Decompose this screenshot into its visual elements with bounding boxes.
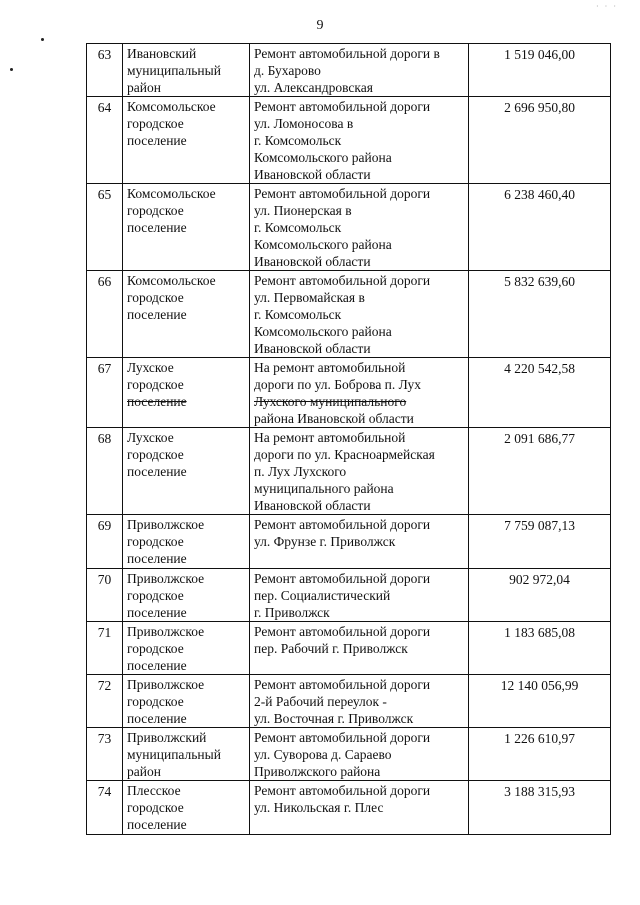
recipient-cell: Приволжское городское поселение	[123, 569, 250, 622]
table-row	[87, 728, 611, 781]
row-number: 66	[87, 271, 123, 358]
purpose-cell: Ремонт автомобильной дороги ул. Суворова д. Сараево Приволжского района	[250, 728, 469, 781]
table-row	[87, 675, 611, 728]
table-body	[87, 44, 611, 835]
purpose-cell: Ремонт автомобильной дороги пер. Рабочий г. Приволжск	[250, 622, 469, 675]
table-row	[87, 358, 611, 428]
table-row	[87, 44, 611, 97]
table-row	[87, 569, 611, 622]
row-number: 69	[87, 515, 123, 569]
row-number: 72	[87, 675, 123, 728]
table-row	[87, 271, 611, 358]
amount-cell: 5 832 639,60	[469, 271, 611, 358]
purpose-cell: Ремонт автомобильной дороги ул. Первомайская в г. Комсомольск Комсомольского района Ивановской области	[250, 271, 469, 358]
table-row	[87, 622, 611, 675]
row-number: 64	[87, 97, 123, 184]
amount-cell: 902 972,04	[469, 569, 611, 622]
purpose-cell: Ремонт автомобильной дороги в д. Бухарово ул. Александровская	[250, 44, 469, 97]
recipient-cell: Лухское городское поселение	[123, 358, 250, 428]
purpose-cell: Ремонт автомобильной дороги ул. Ломоносова в г. Комсомольск Комсомольского района Ивановской области	[250, 97, 469, 184]
amount-cell: 1 183 685,08	[469, 622, 611, 675]
recipient-cell: Лухское городское поселение	[123, 428, 250, 515]
amount-cell: 1 519 046,00	[469, 44, 611, 97]
amount-cell: 2 696 950,80	[469, 97, 611, 184]
purpose-cell: Ремонт автомобильной дороги ул. Никольская г. Плес	[250, 781, 469, 835]
struck-text: Лухского муниципального	[254, 394, 407, 409]
table-row	[87, 515, 611, 569]
table-row	[87, 781, 611, 835]
struck-text: поселение	[127, 394, 187, 409]
scan-dot-mark	[41, 38, 44, 41]
row-number: 73	[87, 728, 123, 781]
amount-cell: 2 091 686,77	[469, 428, 611, 515]
scan-dot-mark	[10, 68, 13, 71]
row-number: 68	[87, 428, 123, 515]
purpose-cell: На ремонт автомобильной дороги по ул. Красноармейская п. Лух Лухского муниципального района Ивановской области	[250, 428, 469, 515]
amount-cell: 12 140 056,99	[469, 675, 611, 728]
scan-corner-marks: · · ·	[596, 2, 618, 11]
row-number: 67	[87, 358, 123, 428]
purpose-cell: Ремонт автомобильной дороги ул. Пионерская в г. Комсомольск Комсомольского района Ивановской области	[250, 184, 469, 271]
purpose-cell: Ремонт автомобильной дороги пер. Социалистический г. Приволжск	[250, 569, 469, 622]
row-number: 71	[87, 622, 123, 675]
table-row	[87, 184, 611, 271]
row-number: 65	[87, 184, 123, 271]
amount-cell: 3 188 315,93	[469, 781, 611, 835]
purpose-cell: Ремонт автомобильной дороги ул. Фрунзе г. Приволжск	[250, 515, 469, 569]
recipient-cell: Приволжское городское поселение	[123, 675, 250, 728]
recipient-cell: Приволжское городское поселение	[123, 515, 250, 569]
row-number: 74	[87, 781, 123, 835]
table-row	[87, 428, 611, 515]
row-number: 63	[87, 44, 123, 97]
funding-table	[86, 43, 611, 835]
recipient-cell: Ивановский муниципальный район	[123, 44, 250, 97]
recipient-cell: Приволжское городское поселение	[123, 622, 250, 675]
recipient-cell: Приволжский муниципальный район	[123, 728, 250, 781]
purpose-cell: Ремонт автомобильной дороги 2-й Рабочий переулок - ул. Восточная г. Приволжск	[250, 675, 469, 728]
page-number: 9	[316, 18, 324, 33]
amount-cell: 6 238 460,40	[469, 184, 611, 271]
recipient-cell: Комсомольское городское поселение	[123, 184, 250, 271]
purpose-cell: На ремонт автомобильной дороги по ул. Боброва п. Лух Лухского муниципального района Ивановской области	[250, 358, 469, 428]
amount-cell: 4 220 542,58	[469, 358, 611, 428]
recipient-cell: Комсомольское городское поселение	[123, 97, 250, 184]
recipient-cell: Плесское городское поселение	[123, 781, 250, 835]
table-row	[87, 97, 611, 184]
recipient-cell: Комсомольское городское поселение	[123, 271, 250, 358]
row-number: 70	[87, 569, 123, 622]
amount-cell: 7 759 087,13	[469, 515, 611, 569]
amount-cell: 1 226 610,97	[469, 728, 611, 781]
